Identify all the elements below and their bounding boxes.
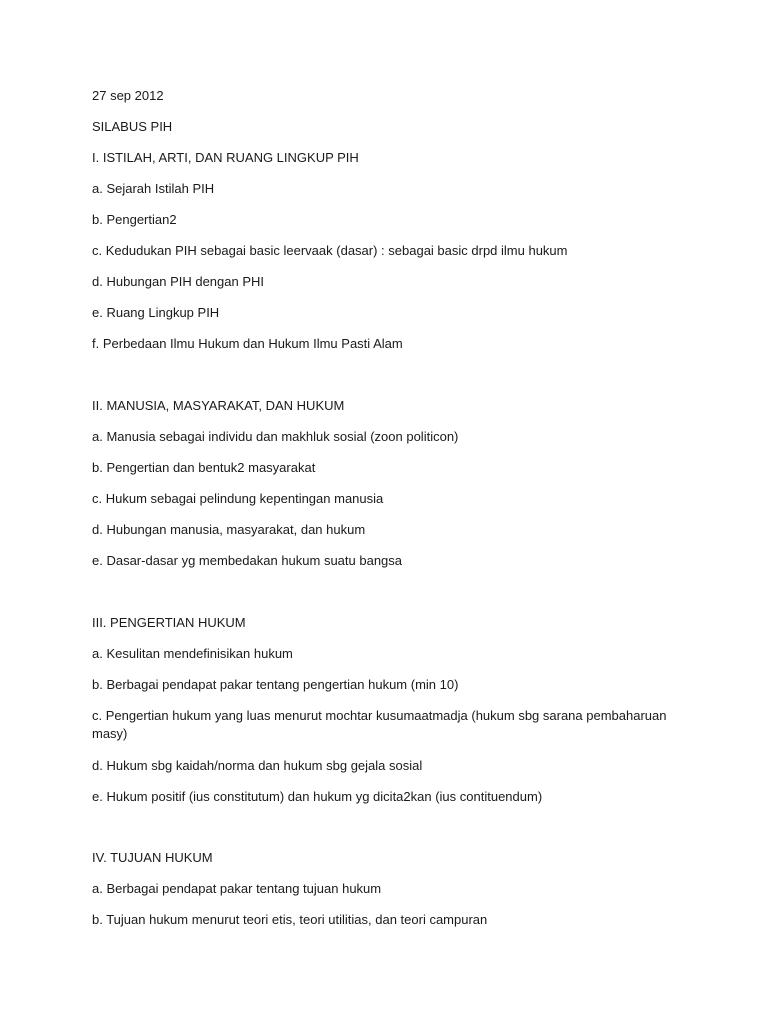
section-heading-2: II. MANUSIA, MASYARAKAT, DAN HUKUM — [92, 398, 345, 413]
list-item: a. Manusia sebagai individu dan makhluk sosial (zoon politicon) — [92, 429, 459, 444]
list-item: b. Berbagai pendapat pakar tentang pengertian hukum (min 10) — [92, 677, 459, 692]
section-heading-3: III. PENGERTIAN HUKUM — [92, 615, 246, 630]
section-heading-1: I. ISTILAH, ARTI, DAN RUANG LINGKUP PIH — [92, 150, 359, 165]
list-item: e. Dasar-dasar yg membedakan hukum suatu bangsa — [92, 553, 403, 568]
list-item: c. Kedudukan PIH sebagai basic leervaak (dasar) : sebagai basic drpd ilmu hukum — [92, 243, 568, 258]
list-item: d. Hubungan manusia, masyarakat, dan hukum — [92, 522, 366, 537]
list-item: b. Tujuan hukum menurut teori etis, teori utilitias, dan teori campuran — [92, 912, 488, 927]
list-item: c. Hukum sebagai pelindung kepentingan manusia — [92, 491, 384, 506]
list-item: a. Berbagai pendapat pakar tentang tujuan hukum — [92, 881, 382, 896]
list-item: a. Kesulitan mendefinisikan hukum — [92, 646, 293, 661]
list-item: b. Pengertian dan bentuk2 masyarakat — [92, 460, 316, 475]
list-item: e. Hukum positif (ius constitutum) dan hukum yg dicita2kan (ius contituendum) — [92, 789, 543, 804]
list-item: c. Pengertian hukum yang luas menurut mochtar kusumaatmadja (hukum sbg sarana pembaharuan masy) — [92, 708, 667, 741]
list-item: a. Sejarah Istilah PIH — [92, 181, 215, 196]
section-heading-4: IV. TUJUAN HUKUM — [92, 850, 213, 865]
document-date: 27 sep 2012 — [92, 88, 164, 103]
list-item: b. Pengertian2 — [92, 212, 177, 227]
list-item: e. Ruang Lingkup PIH — [92, 305, 220, 320]
document-title: SILABUS PIH — [92, 119, 173, 134]
list-item: d. Hubungan PIH dengan PHI — [92, 274, 265, 289]
list-item: d. Hukum sbg kaidah/norma dan hukum sbg gejala sosial — [92, 758, 423, 773]
list-item: f. Perbedaan Ilmu Hukum dan Hukum Ilmu Pasti Alam — [92, 336, 403, 351]
